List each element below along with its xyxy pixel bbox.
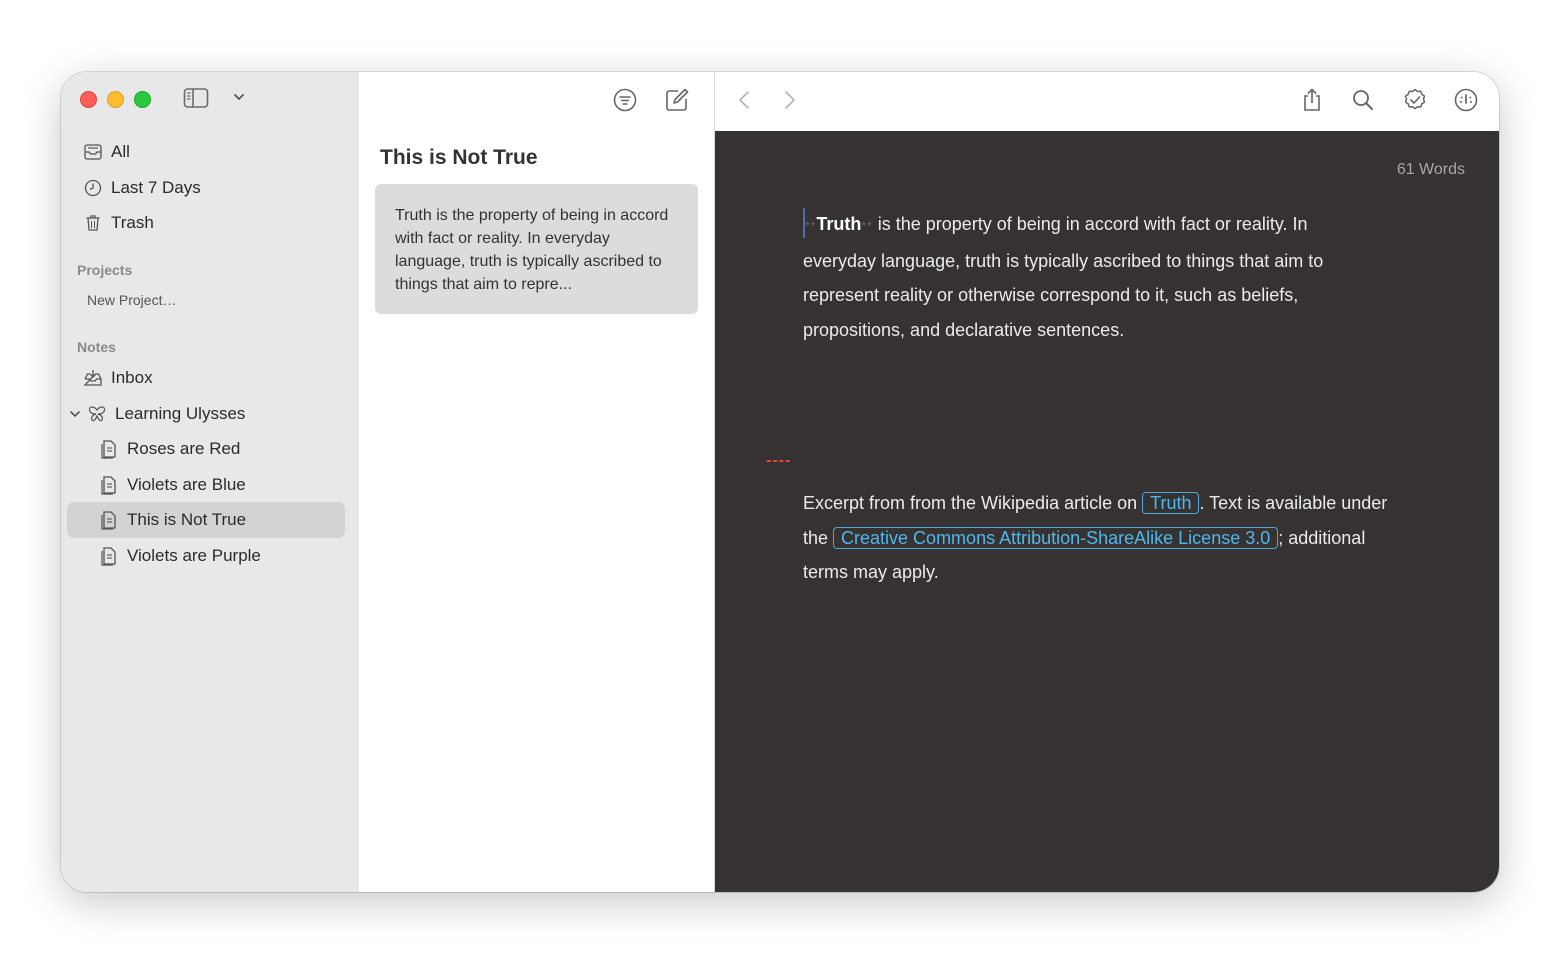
paragraph-2-text-a: Excerpt from from the Wikipedia article on [803, 493, 1143, 513]
review-badge-icon[interactable] [1402, 87, 1428, 113]
trash-icon [83, 213, 103, 233]
link-license[interactable]: Creative Commons Attribution-ShareAlike License 3.0 [833, 527, 1278, 549]
sheet-preview-text: Truth is the property of being in accord with fact or reality. In everyday language, truth is typically ascribed to things that aim to repre... [395, 207, 669, 293]
document-icon [99, 439, 119, 459]
paragraph-2[interactable] [803, 486, 1403, 590]
sidebar-item-label: Last 7 Days [111, 178, 201, 197]
tray-stack-icon [83, 142, 103, 162]
sheet-item-roses-are-red[interactable] [99, 431, 345, 467]
sheet-item-violets-are-blue[interactable] [99, 467, 345, 503]
sheet-item-label: Roses are Red [127, 439, 241, 458]
paragraph-2-text-c: ; additional terms may apply. [803, 527, 1366, 582]
filter-icon[interactable] [612, 87, 638, 113]
sheet-item-label: Violets are Purple [127, 546, 261, 565]
sidebar-group-learning-ulysses[interactable] [69, 396, 345, 432]
minimize-button[interactable] [107, 91, 124, 108]
sheet-item-this-is-not-true[interactable] [67, 502, 345, 538]
list-title: This is Not True [380, 146, 538, 169]
new-project-link[interactable]: New Project… [87, 292, 177, 308]
notes-header: Notes [77, 339, 116, 355]
dashboard-gauge-icon[interactable] [1453, 87, 1479, 113]
projects-header: Projects [77, 262, 133, 278]
compose-icon[interactable] [664, 87, 690, 113]
editor-toolbar [715, 72, 1499, 131]
sheet-item-label: Violets are Blue [127, 475, 246, 494]
sidebar-item-inbox[interactable] [83, 360, 345, 396]
sheet-item-label: This is Not True [127, 510, 247, 529]
forward-arrow-icon[interactable] [776, 87, 802, 113]
paragraph-1[interactable] [803, 207, 1383, 347]
app-window [61, 72, 1499, 892]
clock-icon [83, 178, 103, 198]
share-icon[interactable] [1299, 87, 1325, 113]
sidebar-item-label: Inbox [111, 368, 153, 387]
document-icon [99, 546, 119, 566]
bold-text: Truth [816, 214, 862, 234]
sidebar-item-last-7-days[interactable] [83, 170, 345, 206]
link-truth[interactable]: Truth [1142, 492, 1199, 514]
divider-markup: ---- [766, 452, 792, 469]
disclosure-chevron-icon[interactable] [69, 408, 81, 420]
sidebar-item-trash[interactable] [83, 205, 345, 241]
sidebar-item-label: Learning Ulysses [115, 404, 246, 423]
sidebar [61, 72, 360, 892]
inbox-icon [83, 368, 103, 388]
sidebar-item-label: All [111, 142, 130, 161]
markdown-bold-open: ** [805, 219, 817, 233]
word-count[interactable]: 61 Words [1396, 161, 1465, 178]
sidebar-item-all[interactable] [83, 134, 345, 170]
search-icon[interactable] [1350, 87, 1376, 113]
window-controls [80, 91, 151, 108]
chevron-down-icon[interactable] [232, 90, 246, 104]
editor-area[interactable] [715, 131, 1499, 892]
sheet-preview-card[interactable] [375, 184, 698, 314]
butterfly-icon [87, 404, 107, 424]
markdown-bold-close: ** [861, 219, 873, 233]
sheet-item-violets-are-purple[interactable] [99, 538, 345, 574]
sidebar-item-label: Trash [111, 213, 154, 232]
paragraph-1-text: is the property of being in accord with fact or reality. In everyday language, truth is typically ascribed to things that aim to represent reality or otherwise correspond to it, such as beliefs, propositions, and declarative sentences. [803, 214, 1324, 340]
paragraph-2-text-b: . Text is available under the [803, 493, 1388, 548]
document-icon [99, 475, 119, 495]
zoom-button[interactable] [134, 91, 151, 108]
sidebar-toggle-icon[interactable] [183, 87, 209, 109]
close-button[interactable] [80, 91, 97, 108]
sheet-list [359, 72, 715, 892]
document-icon [99, 510, 119, 530]
back-arrow-icon[interactable] [732, 87, 758, 113]
